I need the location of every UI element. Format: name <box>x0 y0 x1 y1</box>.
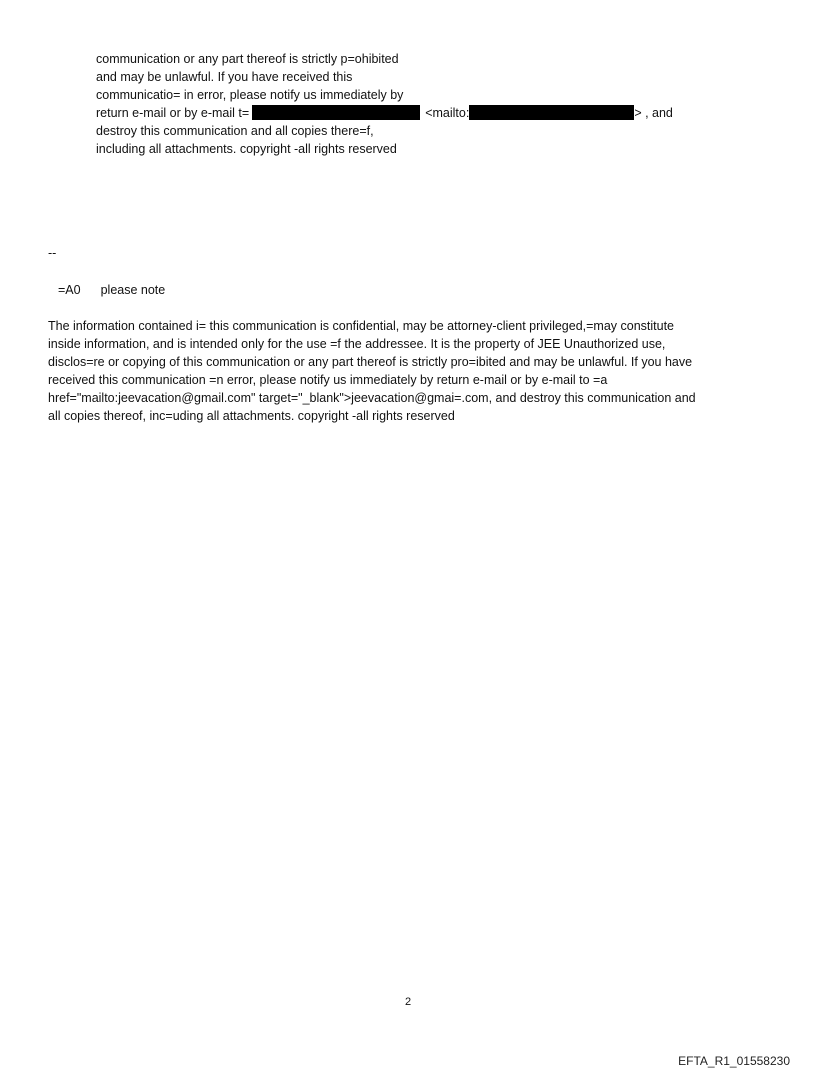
quoted-line-2: and may be unlawful. If you have received this <box>96 70 353 84</box>
notice-line-3: disclos=re or copying of this communication or any part thereof is strictly pro=ibited and may be unlawful. If you have <box>48 355 693 369</box>
notice-line-5: href="mailto:jeevacation@gmail.com" target="_blank">jeevacation@gmai=.com, and destroy this communication and <box>48 391 696 405</box>
notice-line-1: The information contained i= this communication is confidential, may be attorney-client privileged,=may constitute <box>48 319 675 333</box>
note-line <box>58 281 165 299</box>
note-prefix: =A0 <box>58 283 81 297</box>
document-id: EFTA_R1_01558230 <box>678 1054 790 1068</box>
note-text: please note <box>100 283 166 297</box>
redaction-box <box>252 105 420 120</box>
confidentiality-notice <box>48 317 770 425</box>
quoted-line-3: communicatio= in error, please notify us immediately by <box>96 88 404 102</box>
quoted-line-1: communication or any part thereof is strictly p=ohibited <box>96 52 399 66</box>
quoted-line-6: including all attachments. copyright -all rights reserved <box>96 142 397 156</box>
quoted-disclaimer-block <box>96 50 776 158</box>
mailto-prefix: <mailto: <box>425 106 470 120</box>
quoted-line-5: destroy this communication and all copies there=f, <box>96 124 374 138</box>
redaction-box <box>469 105 634 120</box>
notice-line-6: all copies thereof, inc=uding all attachments. copyright -all rights reserved <box>48 409 455 423</box>
quoted-line-4-end: > , and <box>634 106 673 120</box>
signature-separator: -- <box>48 246 57 260</box>
notice-line-2: inside information, and is intended only for the use =f the addressee. It is the property of JEE Unauthorized use, <box>48 337 666 351</box>
page-number: 2 <box>404 996 412 1008</box>
notice-line-4: received this communication =n error, please notify us immediately by return e-mail or by e-mail to =a <box>48 373 608 387</box>
quoted-line-4-start: return e-mail or by e-mail t= <box>96 106 250 120</box>
quoted-line-4 <box>96 104 776 122</box>
